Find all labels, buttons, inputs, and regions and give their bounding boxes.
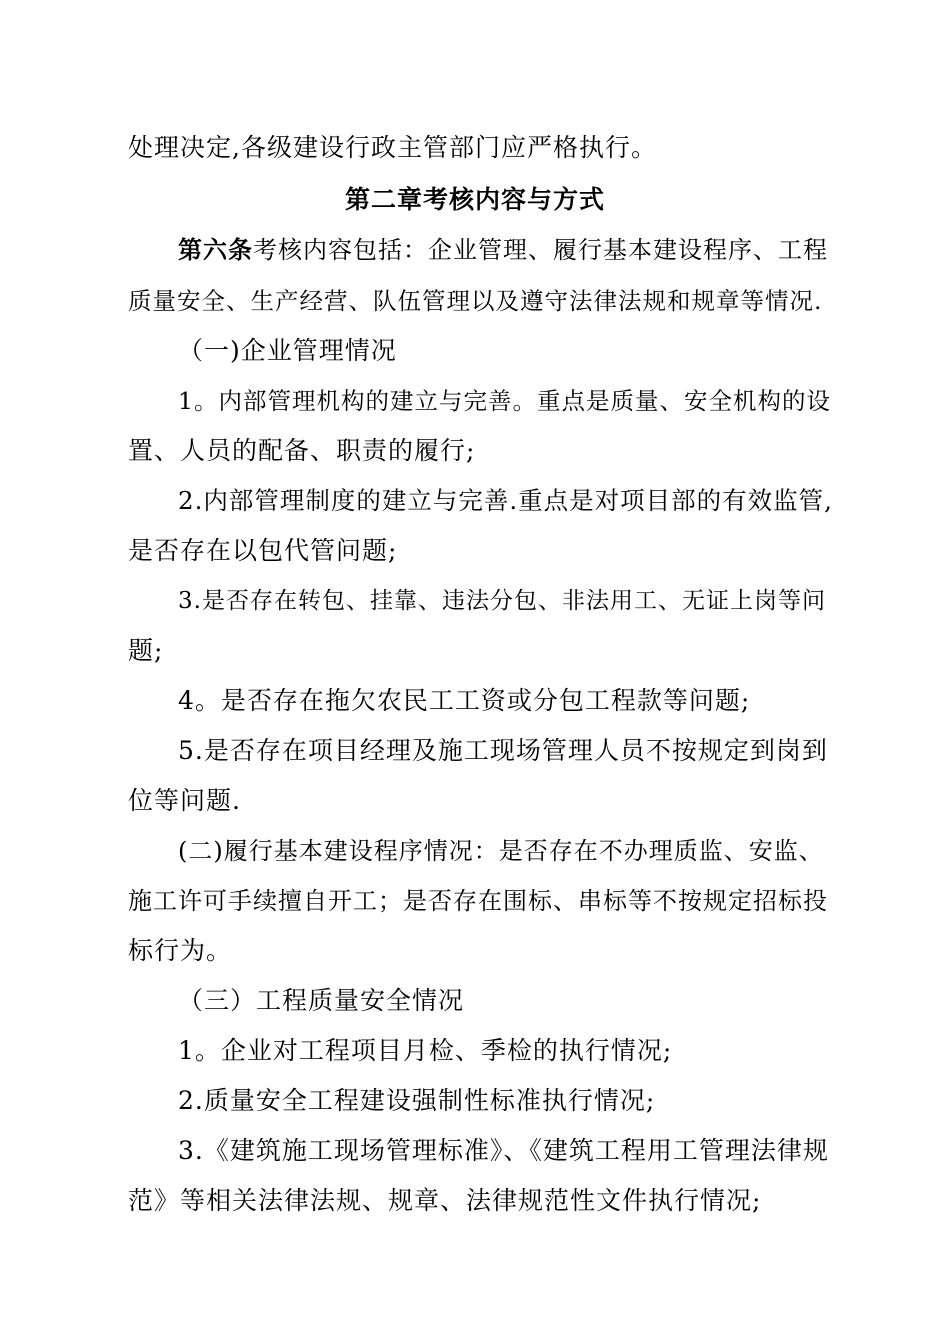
chapter-title: 第二章考核内容与方式 <box>344 185 605 214</box>
intro-line: 处理决定,各级建设行政主管部门应严格执行。 <box>128 133 657 162</box>
section-3-item-2: 2.质量安全工程建设强制性标准执行情况; <box>178 1086 656 1115</box>
article-6-line-1 <box>178 233 834 267</box>
section-1-item-1-line-2: 置、人员的配备、职责的履行; <box>128 436 476 465</box>
section-1-item-3-line-1: 3.是否存在转包、挂靠、违法分包、非法用工、无证上岗等问 <box>178 588 826 614</box>
section-1-item-5-line-1: 5.是否存在项目经理及施工现场管理人员不按规定到岗到 <box>178 736 828 765</box>
section-1-title: （一)企业管理情况 <box>178 336 397 365</box>
section-1-item-1-line-1: 1。内部管理机构的建立与完善。重点是质量、安全机构的设 <box>178 387 831 415</box>
section-3-title: （三）工程质量安全情况 <box>178 986 465 1015</box>
section-2-line-2: 施工许可手续擅自开工；是否存在围标、串标等不按规定招标投 <box>128 887 828 915</box>
section-1-item-4: 4。是否存在拖欠农民工工资或分包工程款等问题; <box>178 686 751 715</box>
article-6-label: 第六条 <box>178 236 253 264</box>
section-2-line-3: 标行为。 <box>128 936 233 965</box>
article-6-text-1: 考核内容包括：企业管理、履行基本建设程序、工程 <box>253 236 828 264</box>
section-1-item-5-line-2: 位等问题. <box>128 786 241 815</box>
section-1-item-2-line-1: 2.内部管理制度的建立与完善.重点是对项目部的有效监管, <box>178 486 833 515</box>
section-1-item-3-line-2: 题; <box>128 636 164 665</box>
section-2-line-1: (二)履行基本建设程序情况：是否存在不办理质监、安监、 <box>178 837 824 865</box>
section-3-item-3-line-1: 3.《建筑施工现场管理标准》、《建筑工程用工管理法律规 <box>178 1136 829 1165</box>
article-6-line-2: 质量安全、生产经营、队伍管理以及遵守法律法规和规章等情况. <box>128 287 823 315</box>
section-1-item-2-line-2: 是否存在以包代管问题; <box>128 536 398 565</box>
section-3-item-3-line-2: 范》等相关法律法规、规章、法律规范性文件执行情况; <box>128 1186 762 1215</box>
section-3-item-1: 1。企业对工程项目月检、季检的执行情况; <box>178 1036 673 1065</box>
